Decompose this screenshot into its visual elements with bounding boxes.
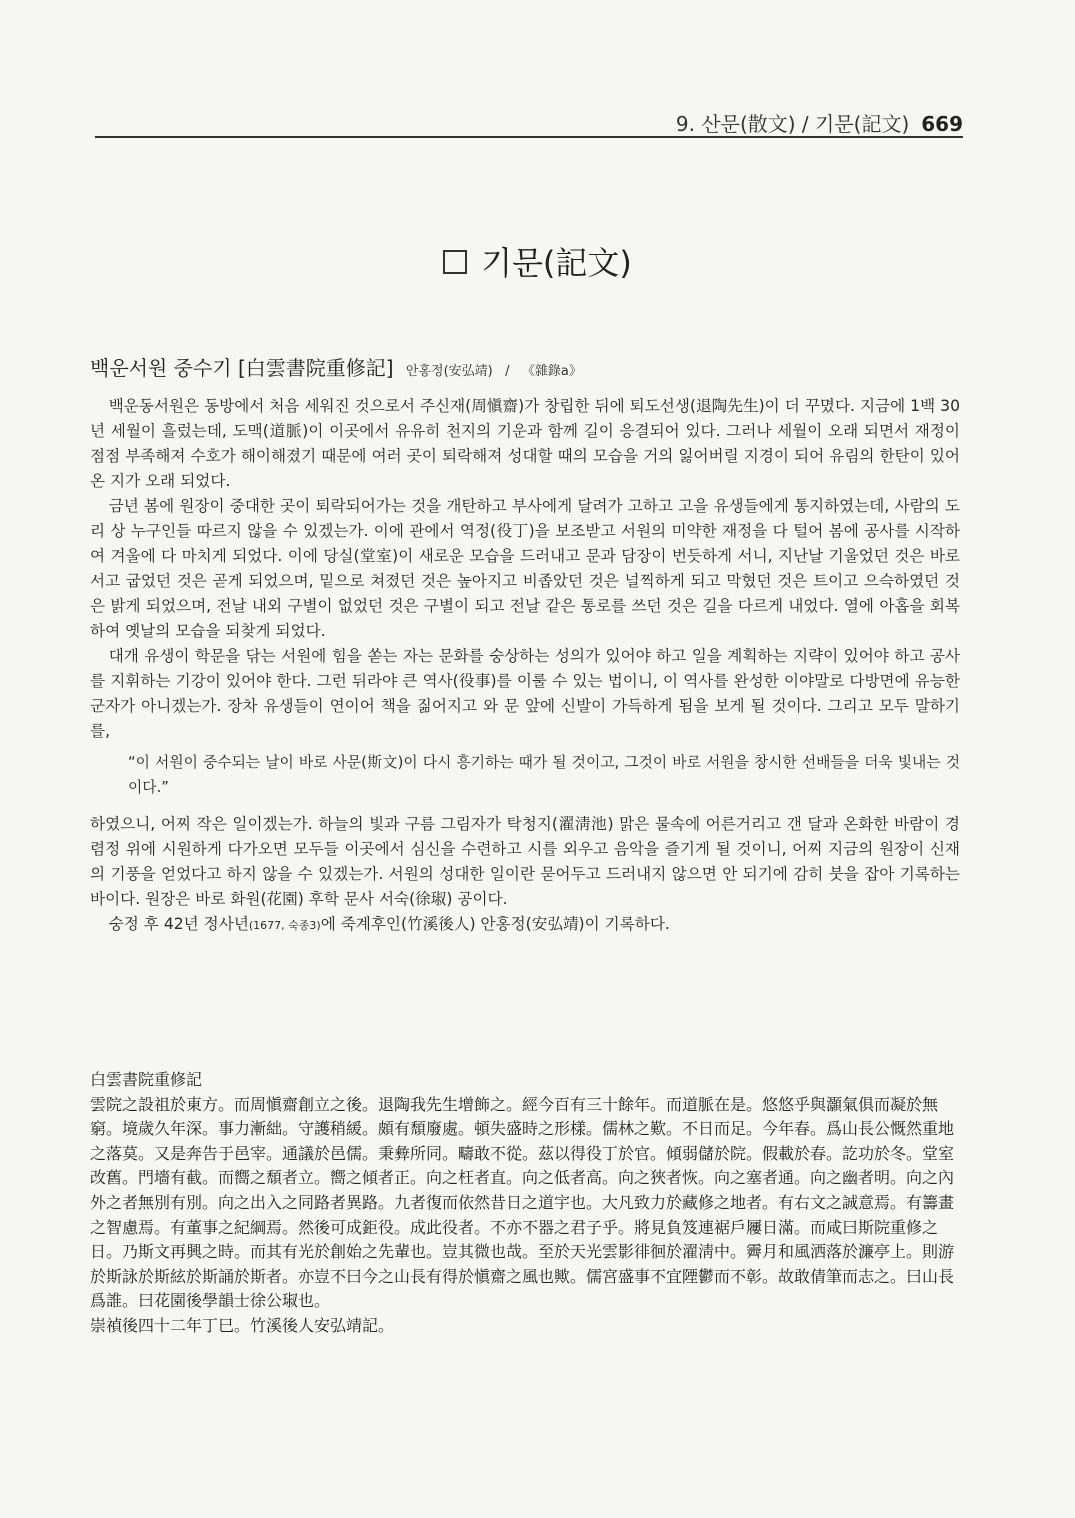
original-text [90,1068,965,1339]
section-title [0,238,1075,284]
header-section-label: 9. 산문(散文) / 기문(記文) [675,112,910,136]
closing-year-note: (1677, 숙종3) [248,919,321,932]
closing-signature: 에 죽계후인(竹溪後人) 안홍정(安弘靖)이 기록하다. [320,915,670,933]
square-bullet-icon [443,250,467,274]
work-source: 《雜錄a》 [521,364,582,379]
block-quote: “이 서원이 중수되는 날이 바로 사문(斯文)이 다시 흥기하는 때가 될 것이고, 그것이 바로 서원을 창시한 선배들을 더욱 빛내는 것이다.” [128,754,960,796]
work-heading [90,352,960,381]
work-title: 백운서원 중수기 [白雲書院重修記] [90,356,394,380]
translation-paragraph: 대개 유생이 학문을 닦는 서원에 힘을 쏟는 자는 문화를 숭상하는 성의가 있어야 하고 일을 계획하는 지략이 있어야 하고 공사를 지휘하는 기강이 있어야 한다. 그런 뒤라야 큰 역사(役事)를 이룰 수 있는 법이니, 이 역사를 완성한 이야말로 다방면에 유능한 군자가 아니겠는가. 장차 유생들이 연이어 책을 짊어지고 와 문 앞에 신발이 가득하게 됨을 보게 될 것이다. 그리고 모두 말하기를, [90,647,960,740]
translation-paragraph: 백운동서원은 동방에서 처음 세워진 것으로서 주신재(周愼齋)가 창립한 뒤에 퇴도선생(退陶先生)이 더 꾸몄다. 지금에 1백 30년 세월이 흘렀는데, 도맥(道脈)이 이곳에서 유유히 천지의 기운과 함께 길이 응결되어 있다. 그러나 세월이 오래 되면서 재정이 점점 부족해져 수호가 해이해졌기 때문에 여러 곳이 퇴락해져 성대할 때의 모습을 거의 잃어버릴 지경이 되어 유림의 한탄이 있어온 지가 오래 되었다. [90,397,960,490]
original-title: 白雲書院重修記 [90,1070,203,1089]
closing-date: 숭정 후 42년 정사년 [108,915,249,933]
work-author: 안홍정(安弘靖) [405,364,493,379]
translation-closing [90,912,960,938]
work-separator: / [505,364,510,379]
original-colophon: 崇禎後四十二年丁巳。竹溪後人安弘靖記。 [90,1315,395,1335]
original-body: 雲院之設祖於東方。而周愼齋創立之後。退陶我先生增飾之。經今百有三十餘年。而道脈在是。悠悠乎與灝氣俱而凝於無窮。境歲久年深。事力漸絀。守護稍緩。頗有頹廢處。頓失盛時之形樣。儒林之歎。不日而足。今年春。爲山長公慨然重地之落莫。又是奔告于邑宰。通議於邑儒。秉彜所同。疇敢不從。茲以得役丁於官。傾弱儲於院。假載於春。訖功於冬。堂室改舊。門墻有截。而嚮之頹者立。嚮之傾者正。向之枉者直。向之低者高。向之狹者恢。向之塞者通。向之幽者明。向之內外之者無別有別。向之出入之同路者異路。九者復而依然昔日之道宇也。大凡致力於藏修之地者。有右文之誠意焉。有籌畫之智慮焉。有董事之紀綱焉。然後可成鉅役。成此役者。不亦不器之君子乎。將見負笈連裾戶屨日滿。而咸曰斯院重修之日。乃斯文再興之時。而其有光於創始之先輩也。豈其微也哉。至於天光雲影徘徊於濯淸中。霽月和風洒落於濂亭上。則游於斯詠於斯絃於斯誦於斯者。亦豈不曰今之山長有得於愼齋之風也歟。儒宮盛事不宜陻鬱而不彰。故敢倩筆而志之。曰山長爲誰。曰花園後學韻士徐公琡也。 [90,1094,955,1311]
section-title-text: 기문(記文) [481,244,632,282]
page-number: 669 [921,112,963,136]
translation-body [90,394,960,938]
running-header [95,108,963,137]
translation-paragraph: 금년 봄에 원장이 중대한 곳이 퇴락되어가는 것을 개탄하고 부사에게 달려가 고하고 고을 유생들에게 통지하였는데, 사람의 도리 상 누구인들 따르지 않을 수 있겠는가. 이에 관에서 역정(役丁)을 보조받고 서원의 미약한 재정을 다 털어 봄에 공사를 시작하여 겨울에 다 마치게 되었다. 이에 당실(堂室)이 새로운 모습을 드러내고 문과 담장이 번듯하게 서니, 지난날 기울었던 것은 바로 서고 굽었던 것은 곧게 되었으며, 밑으로 쳐졌던 것은 높아지고 비좁았던 것은 널찍하게 되고 막혔던 것은 트이고 으슥하였던 것은 밝게 되었으며, 전날 내외 구별이 없었던 것은 구별이 되고 전날 같은 통로를 쓰던 것은 길을 다르게 내었다. 열에 아홉을 회복하여 옛날의 모습을 되찾게 되었다. [90,497,960,640]
translation-continuation: 하였으니, 어찌 작은 일이겠는가. 하늘의 빛과 구름 그림자가 탁청지(濯淸池) 맑은 물속에 어른거리고 갠 달과 온화한 바람이 경렴정 위에 시원하게 다가오면 모두들 이곳에서 심신을 수련하고 시를 외우고 음악을 즐기게 될 것이니, 어찌 지금의 원장이 신재의 기풍을 얻었다고 하지 않을 수 있겠는가. 서원의 성대한 일이란 묻어두고 드러내지 않으면 안 되기에 감히 붓을 잡아 기록하는 바이다. 원장은 바로 화원(花園) 후학 문사 서숙(徐琡) 공이다. [90,815,961,908]
header-rule [95,136,963,138]
